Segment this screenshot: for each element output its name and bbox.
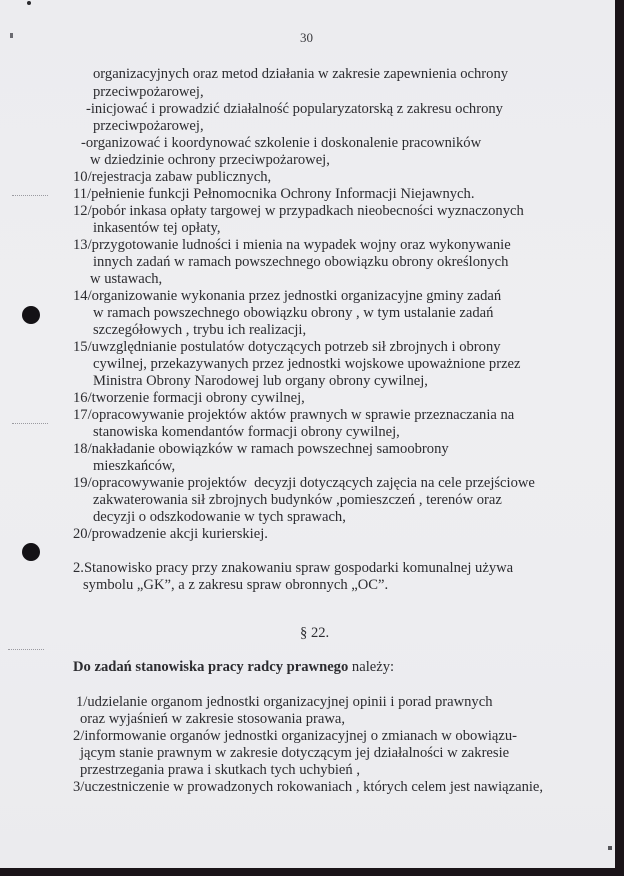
margin-mark — [10, 33, 13, 38]
list-item: 2/informowanie organów jednostki organizacyjnej o zmianach w obowiązu- — [73, 728, 518, 744]
text-line: -inicjować i prowadzić działalność popularyzatorską z zakresu ochrony — [86, 101, 503, 117]
text-line: inkasentów tej opłaty, — [93, 220, 221, 236]
section-intro-rest: należy: — [348, 659, 395, 675]
text-line: organizacyjnych oraz metod działania w zakresie zapewnienia ochrony — [93, 66, 509, 82]
text-line: w ustawach, — [90, 271, 163, 287]
punch-hole-top — [22, 306, 40, 324]
text-line: jącym stanie prawnym w zakresie dotyczącym jej działalności w zakresie — [80, 745, 510, 761]
margin-dotted-mark — [8, 649, 44, 651]
text-line: symbolu „GK”, a z zakresu spraw obronnych „OC”. — [83, 577, 389, 593]
punch-hole-bottom — [22, 543, 40, 561]
text-line: decyzji o odszkodowanie w tych sprawach, — [93, 509, 346, 525]
text-line: przeciwpożarowej, — [93, 118, 204, 134]
list-item: 20/prowadzenie akcji kurierskiej. — [73, 526, 268, 542]
section-intro — [73, 659, 394, 676]
section-intro-bold: Do zadań stanowiska pracy radcy prawnego — [73, 659, 349, 675]
list-item: 18/nakładanie obowiązków w ramach powszechnej samoobrony — [73, 441, 449, 457]
paragraph-point-2: 2.Stanowisko pracy przy znakowaniu spraw gospodarki komunalnej używa — [73, 560, 514, 576]
text-line: przestrzegania prawa i skutkach tych uchybień , — [80, 762, 361, 778]
text-line: mieszkańców, — [93, 458, 176, 474]
list-item: 11/pełnienie funkcji Pełnomocnika Ochrony Informacji Niejawnych. — [73, 186, 475, 202]
list-item: 15/uwzględnianie postulatów dotyczących potrzeb sił zbrojnych i obrony — [73, 339, 501, 355]
list-item: 19/opracowywanie projektów decyzji dotyczących zajęcia na cele przejściowe — [73, 475, 535, 491]
list-item: 16/tworzenie formacji obrony cywilnej, — [73, 390, 305, 406]
text-line: zakwaterowania sił zbrojnych budynków ,pomieszczeń , terenów oraz — [93, 492, 502, 508]
margin-dotted-mark — [12, 423, 48, 425]
list-item: 12/pobór inkasa opłaty targowej w przypadkach nieobecności wyznaczonych — [73, 203, 524, 219]
margin-dot — [27, 1, 31, 5]
text-line: innych zadań w ramach powszechnego obowiązku obrony określonych — [93, 254, 509, 270]
text-line: szczegółowych , trybu ich realizacji, — [93, 322, 307, 338]
text-line: w dziedzinie ochrony przeciwpożarowej, — [90, 152, 330, 168]
corner-mark — [608, 846, 612, 850]
text-line: cywilnej, przekazywanych przez jednostki wojskowe upoważnione przez — [93, 356, 521, 372]
list-item: 1/udzielanie organom jednostki organizacyjnej opinii i porad prawnych — [76, 694, 493, 710]
text-line: Ministra Obrony Narodowej lub organy obrony cywilnej, — [93, 373, 428, 389]
list-item: 14/organizowanie wykonania przez jednostki organizacyjne gminy zadań — [73, 288, 502, 304]
page-number: 30 — [300, 30, 313, 45]
margin-dotted-mark — [12, 195, 48, 197]
list-item: 10/rejestracja zabaw publicznych, — [73, 169, 272, 185]
text-line: -organizować i koordynować szkolenie i doskonalenie pracowników — [81, 135, 482, 151]
list-item: 13/przygotowanie ludności i mienia na wypadek wojny oraz wykonywanie — [73, 237, 511, 253]
section-heading: § 22. — [300, 625, 330, 641]
list-item: 3/uczestniczenie w prowadzonych rokowaniach , których celem jest nawiązanie, — [73, 779, 544, 795]
text-line: przeciwpożarowej, — [93, 84, 204, 100]
list-item: 17/opracowywanie projektów aktów prawnych w sprawie przeznaczania na — [73, 407, 515, 423]
text-line: stanowiska komendantów formacji obrony cywilnej, — [93, 424, 400, 440]
text-line: w ramach powszechnego obowiązku obrony , w tym ustalanie zadań — [93, 305, 494, 321]
text-line: oraz wyjaśnień w zakresie stosowania prawa, — [80, 711, 346, 727]
